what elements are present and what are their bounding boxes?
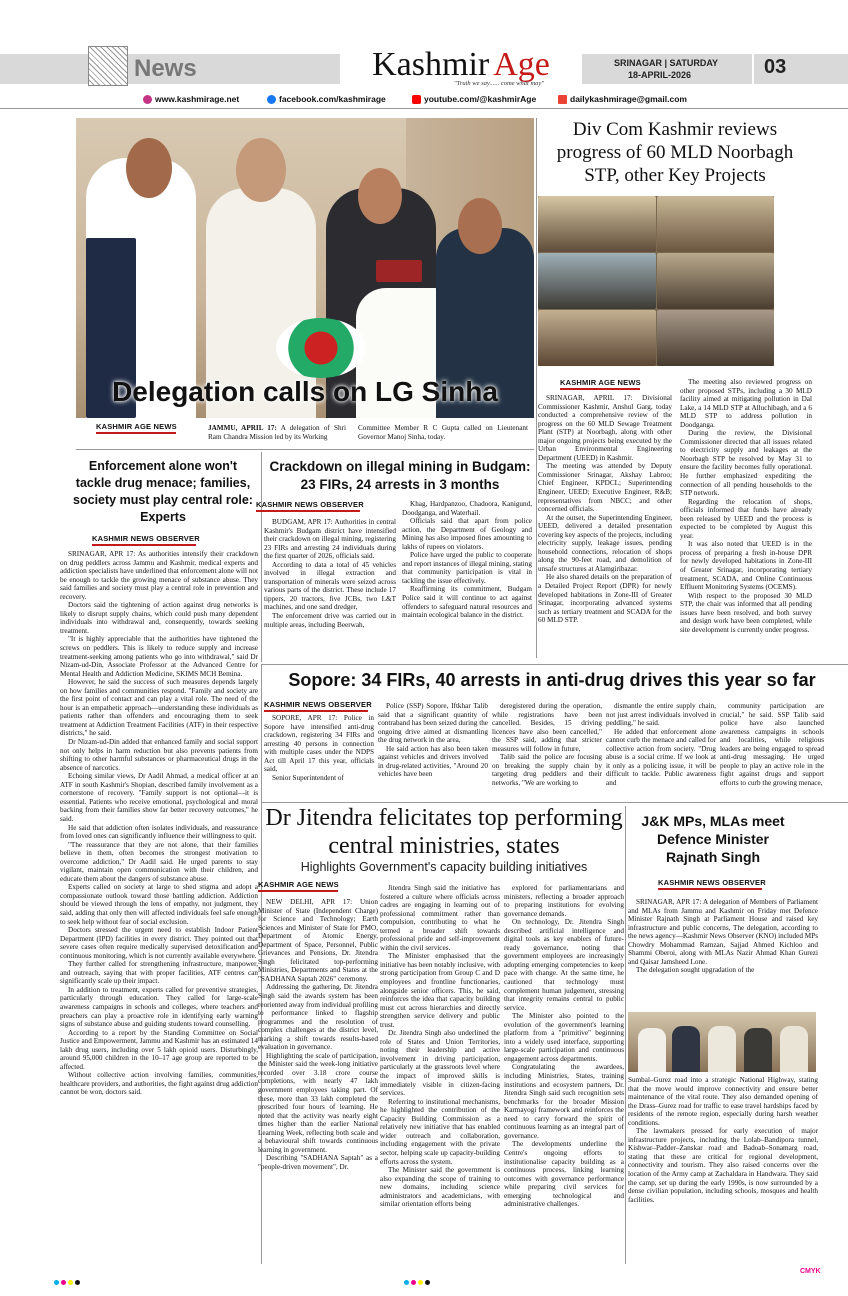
tagline: "Truth we say...... come what may" [453, 80, 544, 87]
budgam-col-2: Khag, Hardpanzoo, Chadoora, Kanigund, Doodganga, and Waterhail. Officials said that apart from police action, the Department of Geology and Mining has also imposed fines amounting to lakhs of rupees on violators. Police have urged the public to cooperate and report instances of illegal mining, stating that community participation is vital in tackling the issue effectively. Reaffirming its commitment, Budgam Police said it will continue to act against offenders to safeguard natural resources and maintain ecological balance in the district. [402, 500, 532, 620]
divcom-photo-6 [657, 310, 774, 366]
footer-cmyk: CMYK [800, 1268, 821, 1275]
section-logo-icon [88, 46, 128, 86]
jitendra-col-2: Jitendra Singh said the initiative has fostered a culture where officials across cadres are engaging in learning out of professional commitment rather than compulsion, contributing to what he termed a broader shift towards professional pride and self-improvement within the civil services. The Minister emphasised that the initiative has been notably inclusive, with strong participation from Group C and D employees and frontline functionaries, alongside senior officers. This, he said, reinforces the idea that capacity building must cut across hierarchies and directly strengthen service delivery and public trust. Dr. Jitendra Singh also underlined the role of States and Union Territories, noting their leadership and active involvement in driving participation, particularly at the grassroots level where the impact of improved skills is immediately visible in citizen-facing services. Referring to institutional mechanisms, he highlighted the contribution of the Capacity Building Commission as a relatively new initiative that has enabled wider outreach and collaboration, including engagement with the private sector, helping scale up capacity-building efforts across the system. The Minister said the government is also expanding the scope of training to new domains, including science administrators and academicians, with similar orientation efforts being [380, 884, 500, 1209]
enforcement-headline: Enforcement alone won't tackle drug menace; families, society must play central role: Experts [73, 459, 253, 524]
lead-byline-bar [96, 432, 176, 434]
jitendra-subhead: Highlights Government's capacity building initiatives [300, 860, 588, 874]
lead-byline: KASHMIR AGE NEWS [96, 422, 177, 431]
divcom-photo-3 [538, 253, 656, 309]
rule-divcom-left [536, 118, 537, 658]
youtube-icon [412, 95, 421, 104]
budgam-byline-bar [256, 510, 360, 512]
divcom-col-1: SRINAGAR, APRIL 17: Divisional Commissioner Kashmir, Anshul Garg, today conducted a comprehensive review of the progress on the 60 MLD Sewage Treatment Plant (STP) at Noorbagh, along with other major ongoing projects being executed by the Urban Environmental Engineering Department (UEED) in Kashmir. The meeting was attended by Deputy Commissioner Srinagar, Akshay Labroo; Chief Engineer, KPDCL; Superintending Engineer, UEED; Executive Engineer, R&B; representatives from NBCC; and other concerned officials. At the outset, the Superintending Engineer, UEED, delivered a detailed presentation covering key aspects of the projects, including electricity supply, leakage issues, pending household connections, relocation of shops along the 90-feet road, and demolition of unsafe structures at Alamgiribazar. He also shared details on the preparation of a Detailed Project Report (DPR) for newly developed habitations in Zone-III of Greater Srinagar, incorporating advanced systems such as tertiary treatment and SCADA for the 60 MLD STP. [538, 394, 672, 625]
city-day: SRINAGAR | SATURDAY [614, 58, 719, 68]
divcom-headline: Div Com Kashmir reviews progress of 60 MLD Noorbagh STP, other Key Projects [556, 119, 794, 186]
sopore-byline-bar [264, 710, 368, 712]
lead-caption-a: JAMMU, APRIL 17: A delegation of Shri Ram Chandra Mission led by its Working [208, 424, 346, 441]
issue-date: 18-APRIL-2026 [628, 70, 692, 80]
social-youtube[interactable]: youtube.com/@kashmirAge [412, 94, 536, 104]
jitendra-byline: KASHMIR AGE NEWS [258, 880, 339, 889]
social-website[interactable]: www.kashmirage.net [143, 94, 239, 104]
masthead-kashmir: Kashmir [372, 46, 490, 83]
header [0, 48, 848, 90]
mps-person-1 [638, 1028, 666, 1072]
footer-registration-dots [54, 1272, 94, 1278]
person-2-head [236, 138, 286, 202]
social-facebook[interactable]: facebook.com/kashmirage [267, 94, 386, 104]
sopore-byline: KASHMIR NEWS OBSERVER [264, 700, 372, 709]
sopore-col-1: SOPORE, APR 17: Police in Sopore have intensified anti-drug crackdown, registering 34 FIRs and arresting 40 persons in connection with multiple cases under the NDPS Act till April 17 this year, officials said, Senior Superintendent of [264, 714, 374, 782]
header-divider [752, 54, 754, 84]
lead-photo [76, 118, 534, 418]
divcom-photo-1 [538, 196, 656, 252]
sopore-headline: Sopore: 34 FIRs, 40 arrests in anti-drug drives this year so far [288, 670, 816, 690]
jitendra-byline-bar [258, 890, 338, 892]
person-1-head [126, 138, 172, 198]
jitendra-headline: Dr Jitendra felicitates top performing central ministries, states [265, 805, 623, 859]
mps-photo [628, 1012, 816, 1072]
divcom-photo-grid [538, 196, 774, 366]
facebook-icon [267, 95, 276, 104]
mps-byline-bar [658, 888, 762, 890]
sopore-col-5: community participation are crucial," he said. SSP Talib said police have also launched awareness campaigns in schools and localities, while religious leaders are being engaged to spread anti-drug messaging. He urged people to play an active role in the fight against drugs and support efforts to curb the growing menace, [720, 702, 824, 787]
masthead-age: Age [493, 46, 550, 83]
rule-lead-bottom [76, 449, 534, 450]
bouquet [276, 318, 366, 378]
sopore-col-2: Police (SSP) Sopore, Iftkhar Talib said that a significant quantity of contraband has been seized during the ongoing drive aimed at dismantling the drug network in the area, He said action has also been taken against vehicles and drivers involved in drug-related activities, "Around 20 vehicles have been [378, 702, 488, 779]
divcom-photo-4 [657, 253, 774, 309]
section-label: News [134, 55, 197, 82]
mps-person-5 [780, 1026, 808, 1072]
divcom-col-2: The meeting also reviewed progress on other proposed STPs, including a 30 MLD facility aimed at mitigating pollution in Dal Lake, a 14 MLD STP at Alluchibagh, and a 6 MLD STP to address pollution in Doodganga. During the review, the Divisional Commissioner directed that all issues related to electricity supply and leakages at the Noorbagh STP be resolved by May 31 to ensure the facility becomes fully operational. He further emphasized expediting the connection of all pending households to the STP network. Regarding the relocation of shops, officials informed that funds have already been released by UEED and the process is expected to be completed by August this year. It was also noted that UEED is in the process of preparing a fresh in-house DPR for newly developed habitations in Zone-III of Greater Srinagar, incorporating tertiary treatment, SCADA, and Online Continuous Effluent Monitoring Systems (OCEMS). With respect to the proposed 30 MLD STP, the chair was informed that all pending issues have been resolved, and both survey and design work have been completed, while site development is currently under progress. [680, 378, 812, 634]
enforcement-byline: KASHMIR NEWS OBSERVER [92, 534, 200, 543]
divcom-photo-5 [538, 310, 656, 366]
sopore-col-4: dismantle the entire supply chain, not just arrest individuals involved in peddling," he said. He added that enforcement alone cannot curb the menace and called for collective action from society. "Drug abuse is a social crime. If we look at it only as a policing issue, it will be difficult to tackle. Public awareness and [606, 702, 716, 787]
person-5-head [458, 198, 502, 254]
jitendra-col-1: NEW DELHI, APR 17: Union Minister of State (Independent Charge) for Science and Technology; Earth Sciences and Minister of State for PMO, Department of Atomic Energy, Department of Space, Personnel, Public Grievances and Pensions, Dr. Jitendra Singh felicitated top-performing Ministries, Departments and States at the "SADHANA Saptah 2026" ceremony. Addressing the gathering, Dr. Jitendra Singh said the awards system has been reoriented away from individual profiling to performance linked to flagship programmes and the resolution of complex challenges at the district level, marking a shift towards results-based evaluation in governance. Highlighting the scale of participation, the Minister said the week-long initiative recorded over 3.18 crore course completions, with nearly 47 lakh government employees taking part. Of these, more than 33 lakh completed the prescribed four hours of learning. He noted that the activity was nearly eight times higher than the earlier National Learning Week, reflecting both scale and a behavioural shift towards continuous learning in government. Describing "SADHANA Saptah" as a "people-driven movement", Dr. [258, 898, 378, 1171]
page-number: 03 [764, 56, 787, 78]
budgam-col-1: BUDGAM, APR 17: Authorities in central Kashmir's Budgam district have intensified their crackdown on illegal mining, registering 23 FIRs and arresting 24 individuals during the first quarter of 2026, officials said. According to data a total of 45 vehicles involved in illegal extraction and transportation of minerals were seized across various parts of the district. These include 17 tippers, 20 tractors, five JCBs, two L&T machines, and one sand dredger, The enforcement drive was carried out in multiple areas, including Beerwah, [264, 518, 396, 629]
divcom-photo-2 [657, 196, 774, 252]
mps-byline: KASHMIR NEWS OBSERVER [658, 878, 766, 887]
budgam-byline: KASHMIR NEWS OBSERVER [256, 500, 364, 509]
rule-sopore-bottom [262, 802, 848, 803]
gmail-icon [558, 95, 567, 104]
mps-person-4 [744, 1028, 772, 1072]
person-4-cap [376, 260, 422, 282]
mps-headline: J&K MPs, MLAs meet Defence Minister Rajnath Singh [641, 813, 785, 865]
mps-bottom: Sumbal–Gurez road into a strategic National Highway, stating that the move would improve connectivity and ensure better maintenance of the vital route. They also demanded opening of the Drass–Gurez road for traffic to ease travel hardships faced by residents of the remote region, especially during harsh weather conditions. The lawmakers pressed for early execution of major infrastructure projects, including the Lolab–Bandipora tunnel, Kishwar–Padder–Zanskar road and Badoab–Sonamarg road, stating that these are critical for regional development, connectivity and tourism. They also raised concerns over the location of the Army camp at Zachaldara in Handwara. They said the camp, set up during the early 1990s, is now surrounded by a dense civilian population, including schools, mosques and health facilities. [628, 1076, 818, 1204]
jitendra-col-3: explored for parliamentarians and ministers, reflecting a broader approach to preparing institutions for evolving governance demands. On technology, Dr. Jitendra Singh described artificial intelligence and digital tools as key enablers of future-ready governance, noting that government employees are increasingly adopting emerging competencies to keep pace with change. At the same time, he cautioned that technology must complement human judgement, stressing that integrity remains central to public service. The Minister also pointed to the evolution of the government's learning platform from a "primitive" beginning into a widely used interface, supporting large-scale participation and continuous engagement across departments. Congratulating the awardees, including Ministries, States, training institutions and ecosystem partners, Dr. Jitendra Singh said such recognition sets benchmarks for the broader Mission Karmayogi framework and reinforces the need to carry forward the spirit of continuous learning as an integral part of governance. The developments underline the Centre's ongoing efforts to institutionalise capacity building as a continuous process, linking learning outcomes with governance performance while preparing civil services for emerging technological and administrative challenges. [504, 884, 624, 1209]
person-3-head [358, 168, 402, 224]
mps-person-3 [708, 1026, 736, 1072]
lead-headline: Delegation calls on LG Sinha [112, 376, 498, 407]
enforcement-body: SRINAGAR, APR 17: As authorities intensify their crackdown on drug peddlers across Jammu and Kashmir, medical experts and addiction specialists have underlined that enforcement alone will not be enough to tackle the growing menace of substance abuse. They said families and society must play a central role in prevention and recovery. Doctors said the tightening of action against drug networks is likely to disrupt supply chains, which could push many dependent individuals into withdrawal and, consequently, towards seeking treatment. "It is highly appreciable that the authorities have tightened the screws on peddlers. This is likely to reduce supply and increase treatment-seeking among patients who go into withdrawal," said Dr Nizam-ud-Din, Associate Professor at the Advanced Centre for Mental Health and Addiction Medicine, SKIMS MCH Bemina. However, he said the success of such measures depends largely on how families and communities respond. "Family and society are the first point of contact and can play a vital role. The need of the hour is an empathetic approach—understanding these individuals as patients rather than offenders and encouraging them to seek treatment at Addiction Treatment Facilities (ATF) in their respective districts," he said. Dr Nizam-ud-Din added that enhanced family and social support not only helps in harm reduction but also prevents patients from shifting to other harmful substances or pharmaceutical drugs in the absence of narcotics. Echoing similar views, Dr Aadil Ahmad, a medical officer at an ATF in south Kashmir's Shopian, described family involvement as a cornerstone of recovery. "Family support is not optional—it is essential. Patients who receive emotional, psychological and moral backing from their families show far better recovery outcomes," he said. He said that addiction often isolates individuals, and reassurance from loved ones can significantly influence their willingness to quit. "The reassurance that they are not alone, that their families believe in them, often becomes the strongest motivation to overcome addiction," Dr Aadil said. He urged parents to stay vigilant, maintain open communication with their children, and educate them about the dangers of substance abuse. Experts called on society at large to shed stigma and adopt a compassionate outlook toward those battling addiction. Addiction should be viewed through the lens of empathy, not judgment, they said, adding that only then will affected individuals feel safe enough to seek help without fear of social exclusion. Doctors stressed the urgent need to establish Indoor Patient Department (IPD) facilities in every district. They pointed out that severe cases often require medically supervised detoxification and continuous monitoring, which is not currently available everywhere. They further called for strengthening infrastructure, manpower, and outreach, saying that with proper facilities, ATF centres can significantly scale up their impact. In addition to treatment, experts called for preventive strategies, particularly through education. They called for large-scale awareness campaigns in schools and colleges, where teachers and preachers can play a proactive role in identifying early warning signs of substance abuse and guiding students toward counselling. According to a report by the Standing Committee on Social Justice and Empowerment, Jammu and Kashmir has an estimated 14 lakh drug users, including over 5 lakh opioid users. Disturbingly, around 95,000 children in the 10–17 age group are reported to be affected. Without collective action involving families, communities, healthcare providers, and authorities, the fight against drug addiction cannot be won, doctors said. [60, 550, 258, 1097]
social-email[interactable]: dailykashmirage@gmail.com [558, 94, 687, 104]
rule-enforcement-right [261, 452, 262, 662]
rule-mps-left [625, 806, 626, 1264]
divcom-byline: KASHMIR AGE NEWS [560, 378, 641, 387]
budgam-headline: Crackdown on illegal mining in Budgam: 23 FIRs, 24 arrests in 3 months [269, 459, 531, 492]
divcom-byline-bar [560, 388, 640, 390]
mps-top: SRINAGAR, APR 17: A delegation of Members of Parliament and MLAs from Jammu and Kashmir on Friday met Defence Minister Rajnath Singh at Parliament House and raised key infrastructure and public concerns, The delegation, according to the news agency—Kashmir News Observer (KNO) included MPs Chowdry Mohammad Ramzan, Sajjad Ahmed Kichloo and Shammi Oberoi, along with MLAs Nazir Ahmad Khan Gurezi and Qaisar Jamsheed Lone. The delegation sought upgradation of the [628, 898, 818, 975]
sopore-col-3: deregistered during the operation, while registrations have been cancelled. Besides, 15 driving licences have also been cancelled," the SSP said, adding that stricter measures will follow in future, Talib said the police are focusing on breaking the supply chain by targeting drug peddlers and their networks, "We are working to [492, 702, 602, 787]
enforcement-byline-bar [92, 544, 196, 546]
footer-registration-dots-mid [404, 1272, 444, 1278]
rule-sopore-top [262, 664, 848, 665]
masthead [348, 48, 574, 90]
instagram-icon [143, 95, 152, 104]
social-strip-line [0, 108, 848, 109]
lead-caption-b: Committee Member R C Gupta called on Lieutenant Governor Manoj Sinha, today. [358, 424, 528, 441]
mps-person-2 [672, 1026, 700, 1072]
